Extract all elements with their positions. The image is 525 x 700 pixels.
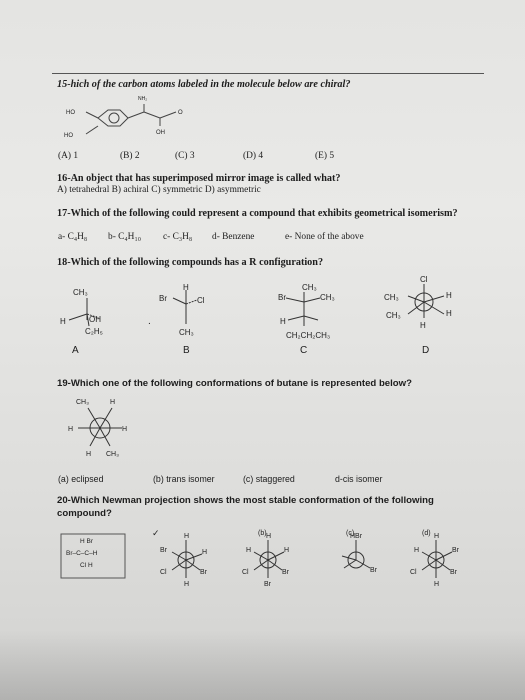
- q20-newman-d: [400, 528, 480, 588]
- q20-newman-a: [150, 528, 230, 588]
- q20a-br: Br: [160, 547, 167, 554]
- q15-ho-top: HO: [66, 110, 75, 116]
- q15-molecule: [58, 92, 208, 144]
- q15-oh: OH: [156, 130, 165, 136]
- svg-text:✓: ✓: [152, 528, 160, 538]
- q18c-right: CH₃: [320, 293, 335, 302]
- q19-newman-bl: H: [86, 451, 92, 458]
- q19-newman-projection: [58, 392, 148, 464]
- q18c-bottom: CH₂CH₂CH₃: [286, 331, 331, 340]
- q18-structure-b: [153, 284, 233, 346]
- q20-fischer-row1: H Br: [80, 538, 93, 545]
- q19-option-a: (a) eclipsed: [58, 474, 104, 484]
- q15-o: O: [178, 110, 183, 116]
- q18c-top: CH₃: [302, 283, 317, 292]
- q18d-top: Cl: [420, 275, 428, 284]
- q20c-hbr: HBr: [350, 533, 363, 540]
- q18b-right: Cl: [197, 296, 205, 305]
- q20-label-b: (b): [258, 530, 267, 537]
- q20d-h2: H: [414, 547, 420, 554]
- q20-newman-b: [232, 528, 312, 588]
- question-20: 20-Which Newman projection shows the most stable conformation of the following: [57, 495, 434, 506]
- header-rule: [52, 73, 484, 74]
- q18-structure-a: [55, 284, 135, 344]
- q20-newman-c: [320, 528, 400, 588]
- q18d-right: H: [446, 291, 452, 300]
- q18-label-d: D: [422, 345, 430, 356]
- q18b-bottom: CH₃: [179, 328, 194, 337]
- q20a-h3: H: [184, 581, 190, 588]
- q19-newman-r: H: [122, 426, 128, 433]
- q15-option-e: (E) 5: [315, 151, 335, 161]
- q15-option-a: (A) 1: [58, 151, 79, 161]
- q20-fischer-row3: Cl H: [80, 562, 93, 569]
- q20d-br: Br: [452, 547, 459, 554]
- q18d-right2: H: [446, 309, 452, 318]
- q17-option-b: b- C₄H₁₀: [108, 232, 141, 242]
- q18a-top: CH₃: [73, 288, 88, 297]
- q18b-top: H: [183, 284, 189, 292]
- q19-option-c: (c) staggered: [243, 474, 295, 484]
- q18b-left: Br: [159, 294, 167, 303]
- q20b-cl: Cl: [242, 569, 249, 576]
- q20b-br2: Br: [264, 581, 271, 588]
- q17-option-a: a- C₄H₈: [58, 232, 88, 242]
- q20c-br: Br: [370, 567, 377, 574]
- q20b-h3: H: [284, 547, 290, 554]
- question-15: 15-hich of the carbon atoms labeled in the molecule below are chiral?: [57, 79, 351, 90]
- q18a-bottom: C₂H₅: [85, 327, 103, 336]
- q20a-h1: H: [184, 533, 190, 540]
- q17-option-d: d- Benzene: [212, 232, 255, 242]
- q19-option-d: d-cis isomer: [335, 474, 383, 484]
- q15-option-d: (D) 4: [243, 151, 264, 161]
- question-16: 16-An object that has superimposed mirror image is called what?: [57, 173, 341, 184]
- q18c-h: H: [280, 317, 286, 326]
- q20d-cl: Cl: [410, 569, 417, 576]
- q20d-br2: Br: [450, 569, 457, 576]
- q15-amine: NH₂: [138, 96, 148, 102]
- q19-option-b: (b) trans isomer: [153, 474, 215, 484]
- q17-option-e: e- None of the above: [285, 232, 364, 242]
- question-19: 19-Which one of the following conformations of butane is represented below?: [57, 378, 412, 389]
- q20-fischer-projection: [60, 533, 128, 581]
- q18c-left: Br: [278, 293, 286, 302]
- q19-newman-br: CH₃: [106, 451, 119, 458]
- q18a-left: H: [60, 317, 66, 326]
- q20-label-d: (d): [422, 530, 431, 537]
- q18-label-a: A: [72, 345, 79, 356]
- q20-label-c: (c): [346, 530, 355, 537]
- q19-newman-tl: CH₃: [76, 399, 89, 406]
- q20-fischer-row2: Br–C–C–H: [66, 550, 98, 557]
- q19-newman-l: H: [68, 426, 74, 433]
- question-18: 18-Which of the following compounds has a R configuration?: [57, 257, 324, 268]
- q18-label-b: B: [183, 345, 190, 356]
- q20b-h2: H: [246, 547, 252, 554]
- q18-structure-c: [272, 280, 382, 346]
- q19-newman-tr: H: [110, 399, 116, 406]
- q15-option-b: (B) 2: [120, 151, 140, 161]
- q18a-right: OH: [89, 315, 101, 324]
- q16-options: A) tetrahedral B) achiral C) symmetric D) asymmetric: [57, 185, 261, 195]
- question-17: 17-Which of the following could represent a compound that exhibits geometrical isomerism?: [57, 208, 458, 219]
- q18d-bottom: H: [420, 321, 426, 330]
- q17-option-c: c- C₃H₈: [163, 232, 193, 242]
- q18d-left: CH₃: [384, 293, 399, 302]
- q18d-left2: CH₃: [386, 311, 401, 320]
- q20d-h3: H: [434, 581, 440, 588]
- q18-label-c: C: [300, 345, 308, 356]
- page-shadow: [0, 630, 525, 700]
- q20d-h1: H: [434, 533, 440, 540]
- q18-dot: .: [148, 316, 151, 327]
- q20b-br: Br: [282, 569, 289, 576]
- q15-ho-bottom: HO: [64, 133, 73, 139]
- q15-option-c: (C) 3: [175, 151, 195, 161]
- q20a-br2: Br: [200, 569, 207, 576]
- q20b-h1: H: [266, 533, 272, 540]
- q18-structure-d: [380, 274, 480, 340]
- question-20-cont: compound?: [57, 508, 112, 519]
- q20a-cl: Cl: [160, 569, 167, 576]
- q20a-h2: H: [202, 549, 208, 556]
